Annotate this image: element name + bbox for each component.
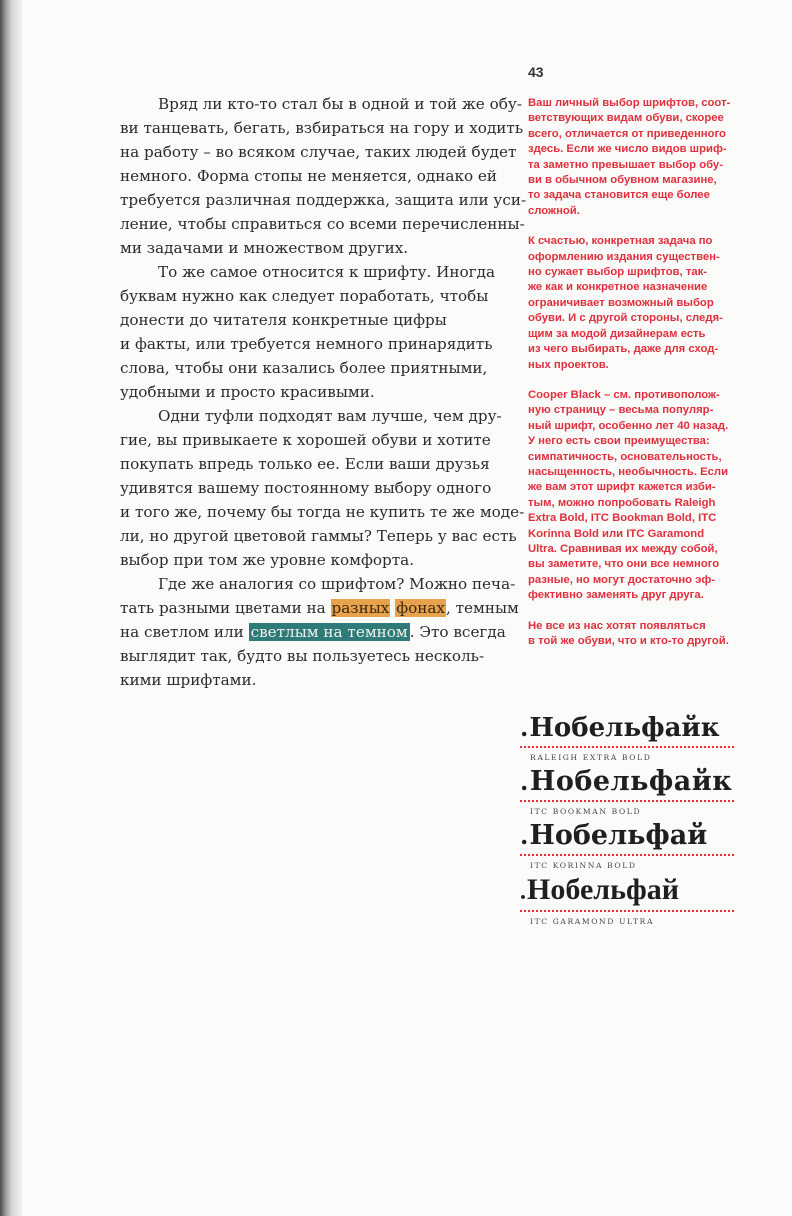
sidebar-line: то задача становится еще более <box>528 189 710 202</box>
highlight-teal: светлым на темном <box>250 623 408 641</box>
sample-bullet: . <box>520 767 529 796</box>
sidebar-line: насыщенность, необычность. Если <box>528 465 729 478</box>
highlight-orange: разных <box>331 599 390 617</box>
sample-bullet: . <box>520 713 529 742</box>
sidebar-line: Ваш личный выбор шрифтов, соот- <box>528 97 731 109</box>
text-fragment: на светлом или <box>120 623 244 641</box>
font-samples <box>520 712 740 928</box>
text-line: выглядит так, будто вы пользуетесь несколь- <box>120 647 485 665</box>
font-caption: ITC GARAMOND ULTRA <box>530 917 655 926</box>
sidebar-line: сложной. <box>528 204 580 217</box>
sidebar-line: Ultra. Сравнивая их между собой, <box>528 542 718 555</box>
sidebar-paragraph-2 <box>528 234 758 373</box>
sample-word: Нобельфай <box>527 873 679 906</box>
sidebar-line: щим за модой дизайнерам есть <box>528 327 706 340</box>
text-line-with-highlight <box>120 620 505 644</box>
sidebar-line: же вам этот шрифт кажется изби- <box>528 481 716 494</box>
sidebar-line: разные, но могут достаточно эф- <box>528 573 716 586</box>
font-sample-korinna <box>520 820 740 874</box>
font-sample-garamond <box>520 874 740 928</box>
sidebar-line: обуви. И с другой стороны, следя- <box>528 312 723 325</box>
sidebar-note-column <box>528 96 758 664</box>
text-line: и факты, или требуется немного принарядить <box>120 335 493 353</box>
sidebar-line: ви в обычном обувном магазине, <box>528 174 717 187</box>
sidebar-line: в той же обуви, что и кто-то другой. <box>528 635 729 647</box>
sidebar-line: вы заметите, что они все немного <box>528 558 720 571</box>
sidebar-line: тым, можно попробовать Raleigh <box>528 496 716 509</box>
text-line: удобными и просто красивыми. <box>120 383 375 401</box>
dotted-rule <box>520 910 734 912</box>
sidebar-line: ную страницу – весьма популяр- <box>528 404 714 417</box>
text-line: кими шрифтами. <box>120 671 257 689</box>
sample-bullet: . <box>520 879 526 905</box>
text-line: ли, но другой цветовой гаммы? Теперь у вас есть <box>120 527 517 545</box>
sidebar-paragraph-1 <box>528 96 758 219</box>
text-line: требуется различная поддержка, защита или уси- <box>120 191 527 209</box>
sidebar-line: симпатичность, основательность, <box>528 450 722 463</box>
text-line: и того же, почему бы тогда не купить те же моде- <box>120 503 525 521</box>
text-line: донести до читателя конкретные цифры <box>120 311 447 329</box>
sidebar-line: оформлению издания существен- <box>528 250 720 263</box>
body-paragraph-4 <box>120 572 519 692</box>
font-caption: ITC KORINNA BOLD <box>530 861 637 870</box>
text-line: удивятся вашему постоянному выбору одного <box>120 479 492 497</box>
text-line: Одни туфли подходят вам лучше, чем дру- <box>158 407 502 425</box>
sidebar-paragraph-4 <box>528 619 758 650</box>
sample-bullet: . <box>520 821 529 850</box>
text-line: Где же аналогия со шрифтом? Можно печа- <box>158 575 516 593</box>
sample-word: Нобельфай <box>529 820 708 851</box>
sidebar-line: Не все из нас хотят появляться <box>528 619 706 632</box>
dotted-rule <box>520 800 734 802</box>
text-line: выбор при том же уровне комфорта. <box>120 551 415 569</box>
sidebar-line: ных проектов. <box>528 358 609 371</box>
text-line: То же самое относится к шрифту. Иногда <box>158 263 496 281</box>
font-caption: ITC BOOKMAN BOLD <box>530 807 642 816</box>
sidebar-paragraph-3 <box>528 388 758 604</box>
font-sample-raleigh <box>520 712 740 766</box>
highlight-orange: фонах <box>396 599 445 617</box>
sidebar-line: У него есть свои преимущества: <box>528 435 710 448</box>
text-line: на работу – во всяком случае, таких людей будет <box>120 143 517 161</box>
sidebar-line: из чего выбирать, даже для сход- <box>528 343 719 356</box>
text-line: покупать впредь только ее. Если ваши друзья <box>120 455 490 473</box>
sidebar-line: Korinna Bold или ITC Garamond <box>528 527 705 540</box>
text-line-with-highlights <box>120 596 519 620</box>
text-line: ми задачами и множеством других. <box>120 239 409 257</box>
sidebar-line: же как и конкретное назначение <box>528 281 708 294</box>
sidebar-line: но сужает выбор шрифтов, так- <box>528 266 708 279</box>
sample-word: Нобельфайк <box>529 713 720 743</box>
text-line: гие, вы привыкаете к хорошей обуви и хотите <box>120 431 491 449</box>
sidebar-line: К счастью, конкретная задача по <box>528 235 713 248</box>
sidebar-line: та заметно превышает выбор обу- <box>528 158 723 171</box>
dotted-rule <box>520 746 734 748</box>
text-fragment: . Это всегда <box>409 623 506 641</box>
sidebar-line: всего, отличается от приведенного <box>528 127 726 140</box>
font-sample-bookman <box>520 766 740 820</box>
text-line: ление, чтобы справиться со всеми перечисленны- <box>120 215 525 233</box>
text-fragment: , темным <box>445 599 519 617</box>
sidebar-line: Extra Bold, ITC Bookman Bold, ITC <box>528 512 717 525</box>
body-paragraph-2 <box>120 260 505 404</box>
sidebar-line: фективно заменять друг друга. <box>528 589 704 602</box>
main-text-column <box>120 92 527 692</box>
text-line: Вряд ли кто-то стал бы в одной и той же обу- <box>158 95 522 113</box>
body-paragraph-3 <box>120 404 525 572</box>
text-line: ви танцевать, бегать, взбираться на гору и ходить <box>120 119 524 137</box>
text-line: буквам нужно как следует поработать, чтобы <box>120 287 489 305</box>
sidebar-line: здесь. Если же число видов шриф- <box>528 143 727 156</box>
sample-word: Нобельфайк <box>529 766 733 797</box>
sidebar-line: Cooper Black – см. противополож- <box>528 388 720 401</box>
book-spine-shadow <box>0 0 22 1216</box>
text-line: немного. Форма стопы не меняется, однако ей <box>120 167 498 185</box>
sidebar-line: ограничивает возможный выбор <box>528 296 714 309</box>
text-fragment: тать разными цветами на <box>120 599 326 617</box>
page-number: 43 <box>528 64 544 80</box>
body-paragraph-1 <box>120 92 527 260</box>
dotted-rule <box>520 854 734 856</box>
sidebar-line: ветствующих видам обуви, скорее <box>528 112 724 125</box>
sidebar-line: ный шрифт, особенно лет 40 назад. <box>528 419 729 432</box>
font-caption: RALEIGH EXTRA BOLD <box>530 753 652 762</box>
text-line: слова, чтобы они казались более приятными, <box>120 359 488 377</box>
